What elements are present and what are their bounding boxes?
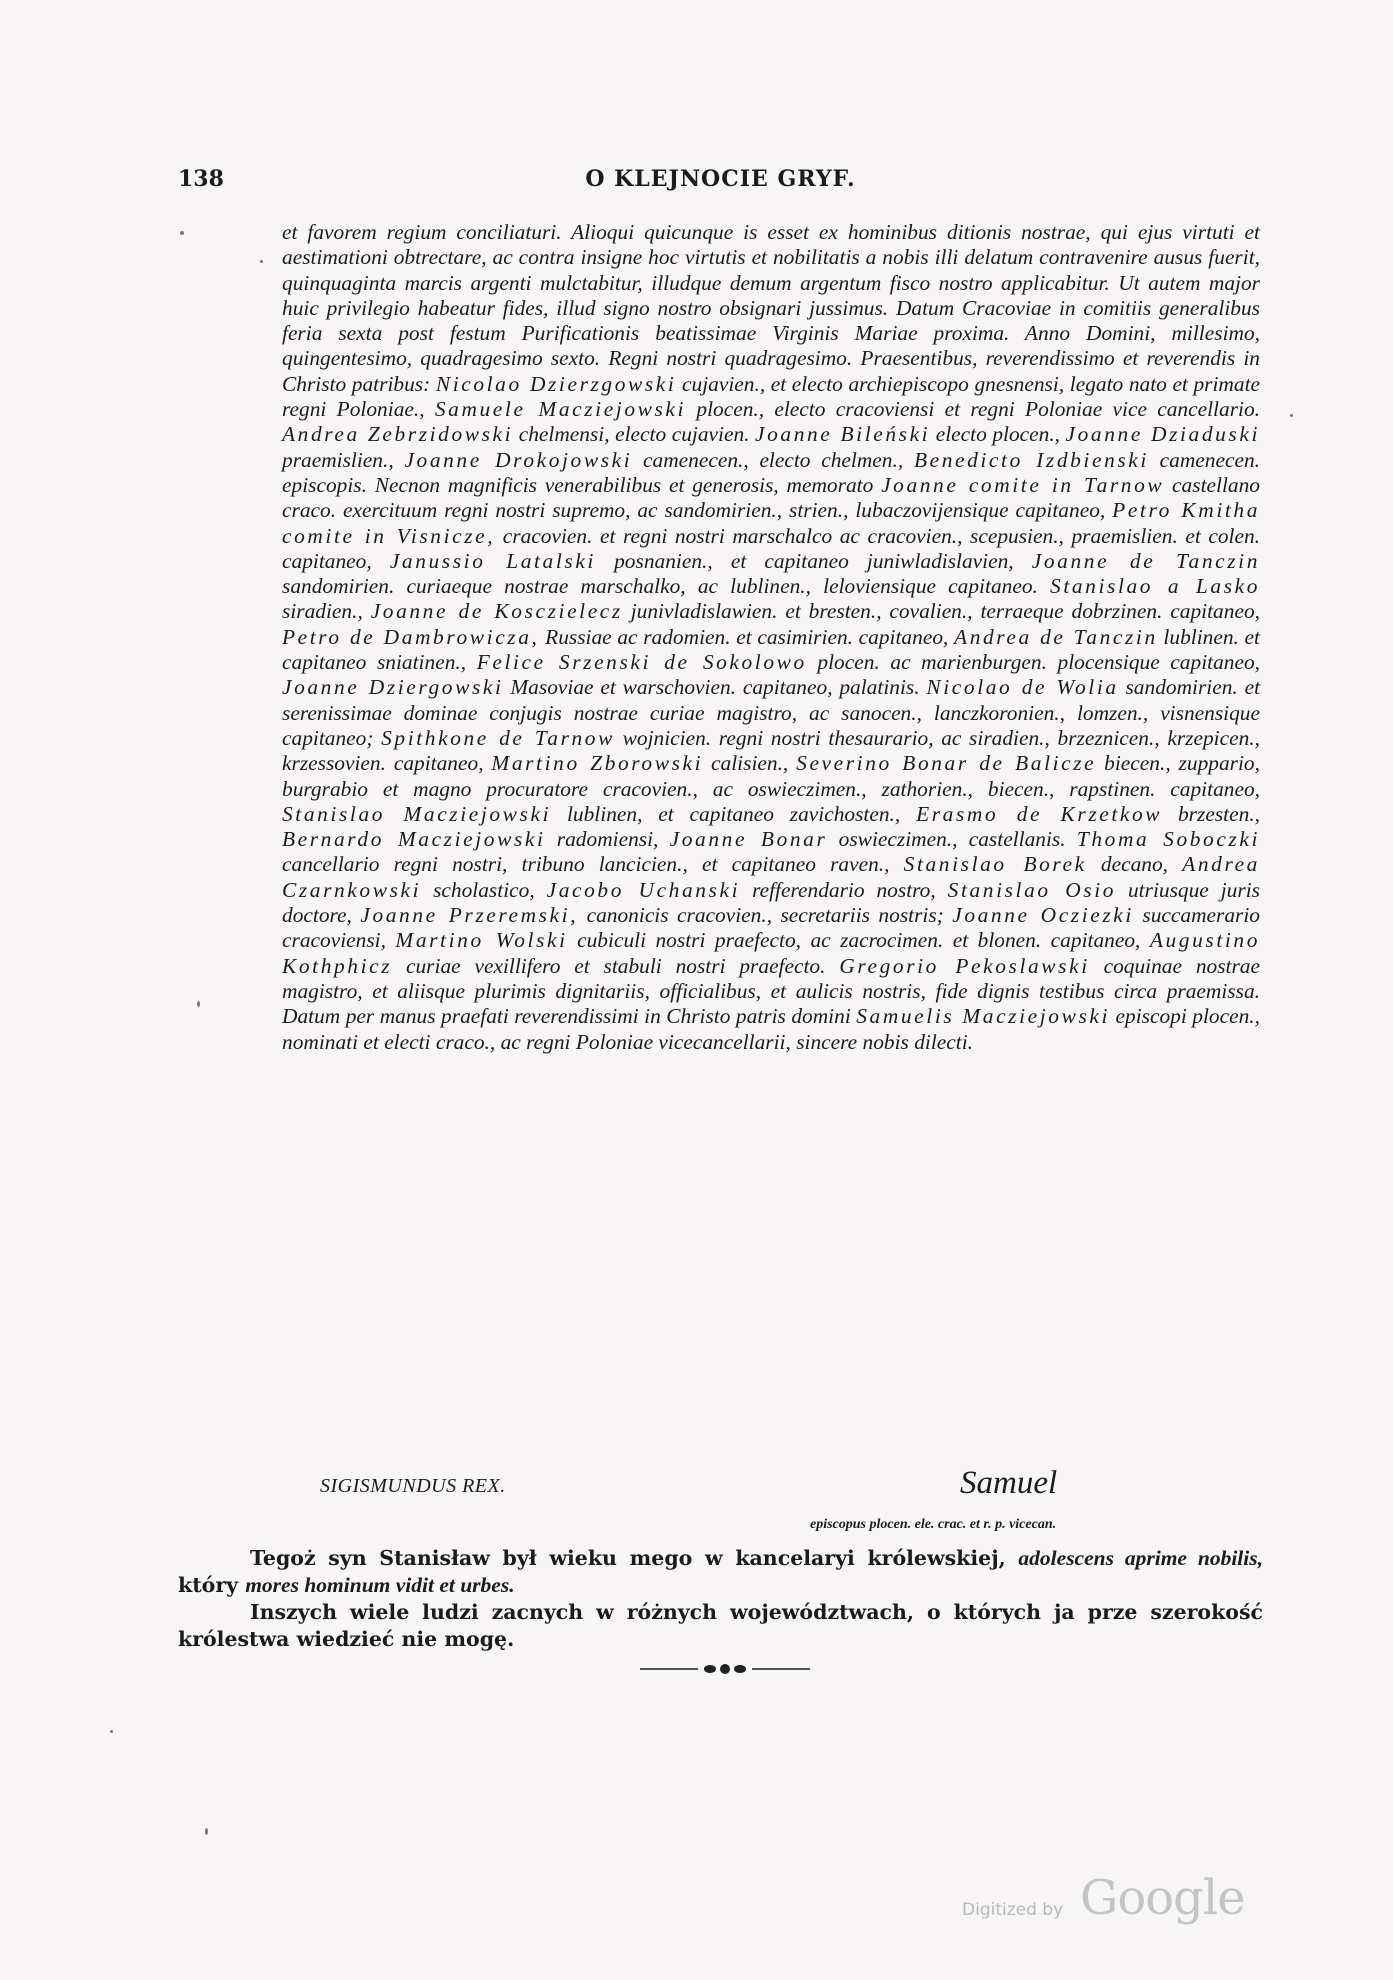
latin-segment: episcopi plocen., nominati et electi craco., ac regni Poloniae vicecancellarii, sincere nobis dilecti.: [282, 1004, 1260, 1054]
person-name: Joanne Przeremski,: [360, 903, 579, 928]
latin-segment: calisien.,: [703, 751, 797, 776]
samuel-title: episcopus plocen. ele. crac. et r. p. vicecan.: [810, 1517, 1057, 1532]
latin-segment: cracovien. et regni nostri marschalco ac cracovien., scepusien., praemislien. et colen. capitaneo,: [282, 523, 1260, 573]
latin-segment: utriusque juris doctore,: [282, 877, 1260, 928]
latin-segment: et favorem regium conciliaturi. Alioqui quicunque is esset ex hominibus ditionis nostrae, qui ejus virtuti et aestimationi obtrectare, ac contra insigne hoc virtutis et nobilitatis a nobis illi delatum contravenire ausus fuerit, quinquaginta marcis argenti mulctabitur, illudque demum argentum fisco nostro applicabitur. Ut autem major huic privilegio habeatur fides, illud signo nostro obsignari jussimus. Datum Cracoviae in comitiis generalibus feria sexta post festum Purificationis beatissimae Virginis Mariae proxima. Anno Domini, millesimo, quingentesimo, quadragesimo sexto. Regni nostri quadragesimo. Praesentibus, reverendissimo et reverendis in Christo patribus:: [282, 220, 1260, 396]
person-name: Joanne Ocziezki: [952, 903, 1134, 928]
latin-segment: posnanien., et capitaneo juniwladislavien,: [595, 548, 1032, 573]
running-title: O KLEJNOCIE GRYF.: [585, 166, 856, 192]
person-name: Bernardo Macziejowski: [282, 827, 546, 852]
latin-segment: electo plocen.,: [930, 422, 1066, 447]
latin-segment: camenecen., electo chelmen.,: [632, 447, 914, 472]
king-signature: SIGISMUNDUS REX.: [320, 1475, 506, 1497]
latin-segment: curiae vexillifero et stabuli nostri praefecto.: [392, 953, 840, 978]
person-name: Nicolao de Wolia: [926, 675, 1119, 700]
latin-segment: biecen., zuppario, burgrabio et magno procuratore cracovien., ac oswieczimen., zathorien., biecen., rapstinen. capitaneo,: [282, 751, 1260, 801]
latin-segment: cancellario regni nostri, tribuno lancicien., et capitaneo raven.,: [282, 852, 904, 877]
scan-speck: [205, 1828, 208, 1835]
person-name: Andrea Czarnkowski: [282, 852, 1260, 902]
person-name: Joanne Dziaduski: [1065, 422, 1260, 447]
person-name: Stanislao Borek: [903, 852, 1087, 877]
person-name: Spithkone de Tarnow: [381, 725, 615, 750]
latin-segment: coquinae nostrae magistro, et aliisque plurimis dignitariis, officialibus, et aulicis nostris, fide dignis testibus circa praemissa. Datum per manus praefati reverendissimi in Christo patris domini: [282, 953, 1260, 1029]
paragraph: [178, 1545, 1263, 1599]
scan-speck: [110, 1730, 113, 1733]
scan-speck: [1290, 414, 1293, 417]
latin-segment: radomiensi,: [545, 827, 670, 852]
person-name: Augustino Kothphicz: [282, 928, 1260, 978]
latin-segment: brzesten.,: [1162, 801, 1260, 826]
latin-segment: scholastico,: [421, 877, 547, 902]
latin-segment: praemislien.,: [282, 447, 405, 472]
google-logo: Google: [1080, 1870, 1245, 1926]
person-name: Gregorio Pekoslawski: [839, 953, 1090, 978]
latin-segment: Masoviae et warschovien. capitaneo, palatinis.: [503, 675, 927, 700]
latin-segment: plocen., electo cracoviensi et regni Poloniae vice cancellario.: [686, 397, 1261, 422]
latin-phrase: adolescens aprime nobilis,: [1018, 1546, 1263, 1570]
scan-speck: [197, 1001, 200, 1007]
paragraph: Inszych wiele ludzi zacnych w różnych województwach, o których ja prze szerokość królestwa wiedzieć nie mogę.: [178, 1600, 1263, 1651]
person-name: Felice Srzenski de Sokolowo: [476, 650, 807, 675]
latin-segment: refferendario nostro,: [740, 877, 948, 902]
person-name: Joanne Drokojowski: [404, 447, 633, 472]
person-name: Joanne Bileński: [755, 422, 931, 447]
latin-segment: castellano craco. exercituum regni nostri supremo, ac sandomirien., strien., lubaczovijensique capitaneo,: [282, 472, 1260, 523]
person-name: Joanne Bonar: [669, 827, 828, 852]
person-name: Samuelis Macziejowski: [856, 1004, 1111, 1029]
ornament-divider: [640, 1662, 810, 1676]
latin-segment: cubiculi nostri praefecto, ac zacrocimen. et blonen. capitaneo,: [567, 928, 1150, 953]
scan-speck: [260, 260, 263, 263]
latin-segment: cujavien., et electo archiepiscopo gnesnensi, legato nato et primate regni Poloniae.,: [282, 371, 1261, 422]
latin-segment: siradien.,: [282, 599, 371, 624]
digitized-by-text: Digitized by: [962, 1900, 1064, 1920]
text-segment: Tegoż syn Stanisław był wieku mego w kancelaryi królewskiej,: [250, 1546, 1019, 1570]
person-name: Thoma Soboczki: [1076, 827, 1260, 852]
person-name: Erasmo de Krzetkow: [916, 801, 1163, 826]
page-number: 138: [178, 166, 224, 192]
person-name: Joanne Dziergowski: [282, 675, 504, 700]
latin-segment: junivladislawien. et bresten., covalien., terraeque dobrzinen. capitaneo,: [622, 599, 1260, 624]
latin-segment: sandomirien. curiaeque nostrae marschalko, ac lublinen., leloviensique capitaneo.: [282, 574, 1051, 599]
person-name: Joanne de Tanczin: [1031, 548, 1260, 573]
person-name: Jacobo Uchanski: [546, 877, 741, 902]
latin-segment: plocen. ac marienburgen. plocensique capitaneo,: [806, 650, 1261, 675]
latin-segment: wojnicien. regni nostri thesaurario, ac siradien., brzeznicen., krzepicen., krzessovien. capitaneo,: [282, 725, 1260, 776]
person-name: Stanislao Osio: [947, 877, 1117, 902]
digitized-watermark: [962, 1870, 1262, 1930]
person-name: Martino Zborowski: [491, 751, 704, 776]
text-segment: który: [178, 1573, 246, 1597]
latin-segment: oswieczimen., castellanis.: [827, 827, 1077, 852]
latin-segment: canonicis cracovien., secretariis nostris;: [578, 903, 953, 928]
person-name: Andrea de Tanczin: [954, 624, 1158, 649]
samuel-signature: Samuel: [960, 1465, 1058, 1501]
person-name: Stanislao Macziejowski: [282, 801, 552, 826]
person-name: Janussio Latalski: [389, 548, 596, 573]
latin-segment: succamerario cracoviensi,: [282, 903, 1261, 953]
person-name: Petro de Dambrowicza,: [282, 624, 540, 649]
person-name: Petro Kmitha comite in Visnicze,: [282, 498, 1260, 548]
latin-segment: decano,: [1086, 852, 1183, 877]
person-name: Benedicto Izdbienski: [913, 447, 1149, 472]
person-name: Joanne de Kosczielecz: [370, 599, 623, 624]
latin-charter-text: [282, 220, 1260, 1055]
scan-speck: [180, 231, 184, 235]
latin-segment: chelmensi, electo cujavien.: [513, 422, 756, 447]
page-header: [178, 166, 1263, 206]
latin-segment: lublinen. et capitaneo sniatinen.,: [282, 624, 1260, 675]
latin-segment: sandomirien. et serenissimae dominae conjugis nostrae curiae magistro, ac sanocen., lanczkoronien., lomzen., visnensique capitaneo;: [282, 675, 1261, 750]
person-name: Martino Wolski: [395, 928, 568, 953]
person-name: Nicolao Dzierzgowski: [435, 371, 677, 396]
person-name: Andrea Zebrzidowski: [282, 422, 514, 447]
person-name: Joanne comite in Tarnow: [881, 472, 1165, 497]
person-name: Samuele Macziejowski: [434, 397, 687, 422]
person-name: Severino Bonar de Balicze: [796, 751, 1097, 776]
latin-phrase: mores hominum vidit et urbes.: [245, 1573, 515, 1597]
person-name: Stanislao a Lasko: [1050, 574, 1261, 599]
latin-segment: Russiae ac radomien. et casimirien. capitaneo,: [539, 624, 955, 649]
latin-segment: camenecen. episcopis. Necnon magnificis venerabilibus et generosis, memorato: [282, 447, 1261, 497]
polish-text: [178, 1545, 1263, 1653]
latin-segment: lublinen, et capitaneo zavichosten.,: [551, 801, 917, 826]
